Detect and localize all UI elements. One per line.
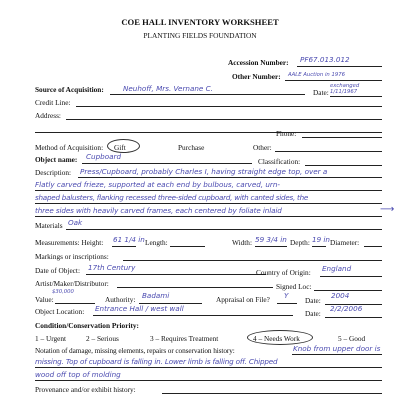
depth-label: Depth: — [290, 238, 310, 247]
method-label: Method of Acquisition: — [35, 143, 104, 152]
value-label: Value: — [35, 295, 54, 304]
value-field[interactable] — [55, 303, 95, 304]
depth-value: 19 in — [312, 235, 330, 244]
phone-field[interactable] — [302, 137, 382, 138]
markings-field[interactable] — [123, 260, 382, 261]
artist-field[interactable] — [117, 287, 273, 288]
length-field[interactable] — [170, 246, 205, 247]
country-field[interactable] — [320, 276, 382, 277]
authority-value: Badami — [142, 291, 170, 300]
condition-label: Condition/Conservation Priority: — [35, 321, 139, 330]
description-text-2: Flatly carved frieze, supported at each end by bulbous, carved, urn- — [35, 180, 281, 189]
notation-text-3: wood off top of molding — [35, 370, 121, 379]
source-date-value: exchanged 1/11/1967 — [330, 83, 360, 95]
location-date-field[interactable] — [325, 317, 382, 318]
appraisal-label: Appraisal on File? — [216, 295, 270, 304]
country-value: England — [322, 264, 352, 273]
date-of-object-field[interactable] — [86, 274, 266, 275]
date-of-object-value: 17th Century — [88, 263, 136, 272]
source-value: Neuhoff, Mrs. Vernane C. — [123, 84, 213, 93]
location-label: Object Location: — [35, 307, 85, 316]
location-date-value: 2/2/2006 — [330, 304, 363, 313]
condition-needs-work[interactable]: 4 – Needs Work — [253, 334, 300, 343]
diameter-field[interactable] — [364, 246, 382, 247]
description-text-3: shaped balusters, flanking recessed three-sided cupboard, with canted sides, the — [35, 193, 309, 202]
height-value: 61 1/4 in — [113, 235, 145, 244]
description-line-2[interactable] — [35, 190, 382, 191]
worksheet-title: COE HALL INVENTORY WORKSHEET — [121, 17, 279, 27]
notation-field-2[interactable] — [35, 367, 382, 368]
description-line-4[interactable] — [35, 216, 382, 217]
accession-value: PF67.013.012 — [300, 55, 350, 64]
notation-text-1: Knob from upper door is — [293, 344, 381, 353]
phone-label: Phone: — [276, 129, 297, 138]
provenance-field[interactable] — [162, 393, 382, 394]
source-date-label: Date: — [313, 88, 329, 97]
condition-urgent[interactable]: 1 – Urgent — [35, 334, 67, 343]
gift-option[interactable]: Gift — [114, 143, 126, 152]
source-date-field[interactable] — [330, 96, 382, 97]
classification-field[interactable] — [305, 165, 382, 166]
description-text-4: three sides with heavily carved frames, each centered by foliate inlaid — [35, 206, 282, 215]
condition-serious[interactable]: 2 – Serious — [86, 334, 119, 343]
location-date-label: Date: — [305, 309, 321, 318]
value-amount: $30,000 — [52, 289, 74, 295]
appraisal-date-label: Date: — [305, 296, 321, 305]
object-name-label: Object name: — [35, 155, 78, 164]
authority-label: Authority: — [105, 295, 136, 304]
object-name-field[interactable] — [82, 163, 252, 164]
condition-requires-treatment[interactable]: 3 – Requires Treatment — [150, 334, 219, 343]
classification-label: Classification: — [258, 157, 301, 166]
source-label: Source of Acquisition: — [35, 85, 104, 94]
measurements-label: Measurements: Height: — [35, 238, 104, 247]
width-field[interactable] — [255, 246, 287, 247]
description-text-1: Press/Cupboard, probably Charles I, having straight edge top, over a — [80, 167, 328, 176]
appraisal-value: Y — [284, 291, 289, 300]
address-label: Address: — [35, 111, 61, 120]
description-line-1[interactable] — [78, 177, 382, 178]
address-field-2[interactable] — [35, 132, 382, 133]
other-number-label: Other Number: — [232, 72, 281, 81]
artist-label: Artist/Maker/Distributor: — [35, 279, 109, 288]
width-label: Width: — [232, 238, 252, 247]
credit-line-label: Credit Line: — [35, 98, 71, 107]
other-number-value: AALE Auction in 1976 — [288, 72, 345, 78]
materials-value: Oak — [68, 218, 83, 227]
address-field[interactable] — [66, 119, 382, 120]
other-number-field[interactable] — [285, 80, 382, 81]
signed-label: Signed Loc: — [276, 282, 312, 291]
diameter-label: Diameter: — [330, 238, 360, 247]
credit-line-field[interactable] — [76, 106, 382, 107]
condition-good[interactable]: 5 – Good — [338, 334, 366, 343]
other-method-label: Other: — [253, 143, 272, 152]
width-value: 59 3/4 in — [255, 235, 287, 244]
object-name-value: Cupboard — [86, 152, 122, 161]
other-method-field[interactable] — [275, 151, 382, 152]
worksheet-subtitle: PLANTING FIELDS FOUNDATION — [143, 31, 257, 40]
markings-label: Markings or inscriptions: — [35, 252, 109, 261]
accession-label: Accession Number: — [228, 58, 289, 67]
provenance-label: Provenance and/or exhibit history: — [35, 385, 136, 394]
notation-label: Notation of damage, missing elements, repairs or conservation history: — [35, 346, 235, 355]
purchase-option[interactable]: Purchase — [178, 143, 205, 152]
appraisal-field[interactable] — [277, 303, 297, 304]
source-field[interactable] — [110, 94, 305, 95]
appraisal-date-value: 2004 — [331, 291, 350, 300]
depth-field[interactable] — [312, 246, 326, 247]
notation-text-2: missing. Top of cupboard is falling in. Lower limb is falling off. Chipped — [35, 357, 278, 366]
continued-arrow-icon: ⟶ — [380, 204, 395, 215]
description-label: Description: — [35, 168, 72, 177]
accession-field[interactable] — [297, 66, 382, 67]
date-of-object-label: Date of Object: — [35, 266, 80, 275]
materials-label: Materials — [35, 221, 63, 230]
location-value: Entrance Hall / west wall — [95, 304, 184, 313]
country-label: Country of Origin: — [256, 268, 311, 277]
length-label: Length: — [145, 238, 168, 247]
notation-field-1[interactable] — [292, 354, 382, 355]
description-line-3[interactable] — [35, 203, 382, 204]
materials-field[interactable] — [66, 229, 382, 230]
notation-field-3[interactable] — [35, 380, 382, 381]
location-field[interactable] — [93, 315, 293, 316]
height-field[interactable] — [112, 246, 136, 247]
